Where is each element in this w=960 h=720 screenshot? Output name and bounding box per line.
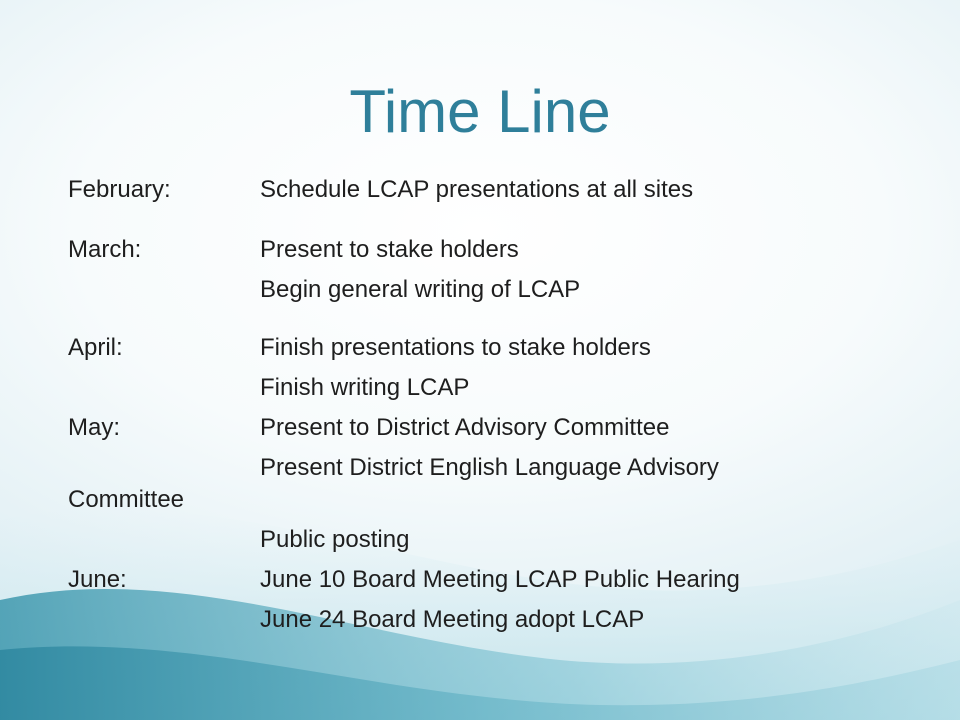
timeline-item: June 24 Board Meeting adopt LCAP bbox=[260, 606, 645, 633]
timeline-item: Present District English Language Advisory bbox=[260, 454, 719, 481]
timeline-item: Schedule LCAP presentations at all sites bbox=[260, 176, 694, 203]
timeline-item-wrap: Committee bbox=[68, 486, 185, 513]
month-label-april: April: bbox=[68, 334, 123, 361]
month-label-february: February: bbox=[68, 176, 171, 203]
timeline-item: Public posting bbox=[260, 526, 410, 553]
timeline-item: Present to District Advisory Committee bbox=[260, 414, 670, 441]
month-label-june: June: bbox=[68, 566, 127, 593]
month-label-may: May: bbox=[68, 414, 121, 441]
timeline-item: Present to stake holders bbox=[260, 236, 519, 263]
timeline-item: Begin general writing of LCAP bbox=[260, 276, 581, 303]
month-label-march: March: bbox=[68, 236, 142, 263]
slide-title: Time Line bbox=[349, 78, 611, 145]
timeline-item: Finish writing LCAP bbox=[260, 374, 470, 401]
timeline-item: Finish presentations to stake holders bbox=[260, 334, 651, 361]
timeline-item: June 10 Board Meeting LCAP Public Hearing bbox=[260, 566, 740, 593]
